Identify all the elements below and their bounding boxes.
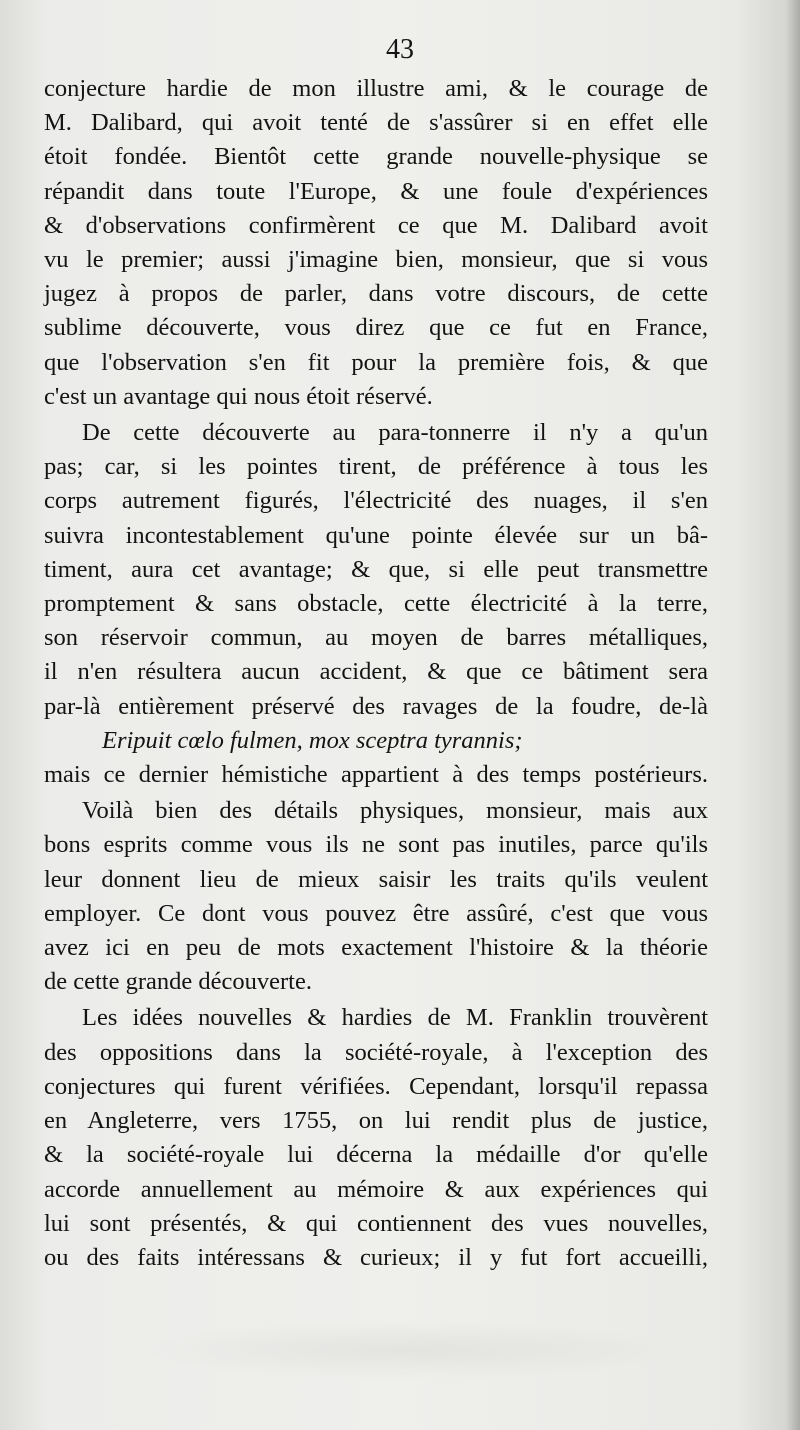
- text-line: timent, aura cet avantage; & que, si elle peut transmettre: [44, 555, 708, 583]
- text-line: avez ici en peu de mots exactement l'histoire & la théorie: [44, 934, 708, 962]
- text-line: employer. Ce dont vous pouvez être assûré, c'est que vous: [44, 899, 708, 927]
- text-line: étoit fondée. Bientôt cette grande nouvelle-physique se: [44, 143, 708, 171]
- text-line: conjectures qui furent vérifiées. Cependant, lorsqu'il repassa: [44, 1072, 708, 1100]
- text-line: accorde annuellement au mémoire & aux expériences qui: [44, 1175, 708, 1203]
- paragraph-2: [44, 416, 708, 792]
- paragraph-1: [44, 72, 708, 414]
- text-line: que l'observation s'en fit pour la première fois, & que: [44, 348, 708, 376]
- text-line: jugez à propos de parler, dans votre discours, de cette: [44, 280, 708, 308]
- page-number: 43: [386, 34, 414, 65]
- text-line: ou des faits intéressans & curieux; il y fut fort accueilli,: [44, 1243, 708, 1271]
- text-line: c'est un avantage qui nous étoit réservé.: [44, 382, 433, 410]
- text-line: de cette grande découverte.: [44, 968, 312, 996]
- text-line: Les idées nouvelles & hardies de M. Franklin trouvèrent: [82, 1004, 708, 1032]
- text-line: De cette découverte au para-tonnerre il n'y a qu'un: [82, 419, 708, 447]
- text-line: son réservoir commun, au moyen de barres métalliques,: [44, 624, 708, 652]
- text-line: suivra incontestablement qu'une pointe élevée sur un bâ-: [44, 521, 708, 549]
- paragraph-3: [44, 794, 708, 999]
- text-line: par-là entièrement préservé des ravages de la foudre, de-là: [44, 692, 708, 720]
- text-line: corps autrement figurés, l'électricité des nuages, il s'en: [44, 487, 708, 515]
- text-line: répandit dans toute l'Europe, & une foule d'expériences: [44, 177, 708, 205]
- text-line: lui sont présentés, & qui contiennent des vues nouvelles,: [44, 1209, 708, 1237]
- text-line: promptement & sans obstacle, cette électricité à la terre,: [44, 590, 708, 618]
- text-line: & la société-royale lui décerna la médaille d'or qu'elle: [44, 1141, 708, 1169]
- text-line: M. Dalibard, qui avoit tenté de s'assûrer si en effet elle: [44, 109, 708, 137]
- text-line: pas; car, si les pointes tirent, de préférence à tous les: [44, 453, 708, 481]
- text-line: bons esprits comme vous ils ne sont pas inutiles, parce qu'ils: [44, 831, 708, 859]
- page-edge-shadow: [786, 0, 800, 1430]
- bleed-through-smudge: [140, 1320, 680, 1380]
- body-text: [44, 72, 708, 1277]
- text-line: vu le premier; aussi j'imagine bien, monsieur, que si vous: [44, 246, 708, 274]
- text-line: conjecture hardie de mon illustre ami, & le courage de: [44, 75, 708, 102]
- text-line: il n'en résultera aucun accident, & que ce bâtiment sera: [44, 658, 708, 686]
- text-line: mais ce dernier hémistiche appartient à des temps postérieurs.: [44, 761, 708, 789]
- text-line: en Angleterre, vers 1755, on lui rendit plus de justice,: [44, 1107, 708, 1135]
- text-line: des oppositions dans la société-royale, à l'exception des: [44, 1038, 708, 1066]
- latin-verse: Eripuit cœlo fulmen, mox sceptra tyrannis;: [102, 726, 523, 754]
- text-line: & d'observations confirmèrent ce que M. Dalibard avoit: [44, 211, 708, 239]
- text-line: leur donnent lieu de mieux saisir les traits qu'ils veulent: [44, 865, 708, 893]
- paragraph-4: [44, 1001, 708, 1275]
- text-line: sublime découverte, vous direz que ce fut en France,: [44, 314, 708, 342]
- text-line: Voilà bien des détails physiques, monsieur, mais aux: [82, 797, 708, 825]
